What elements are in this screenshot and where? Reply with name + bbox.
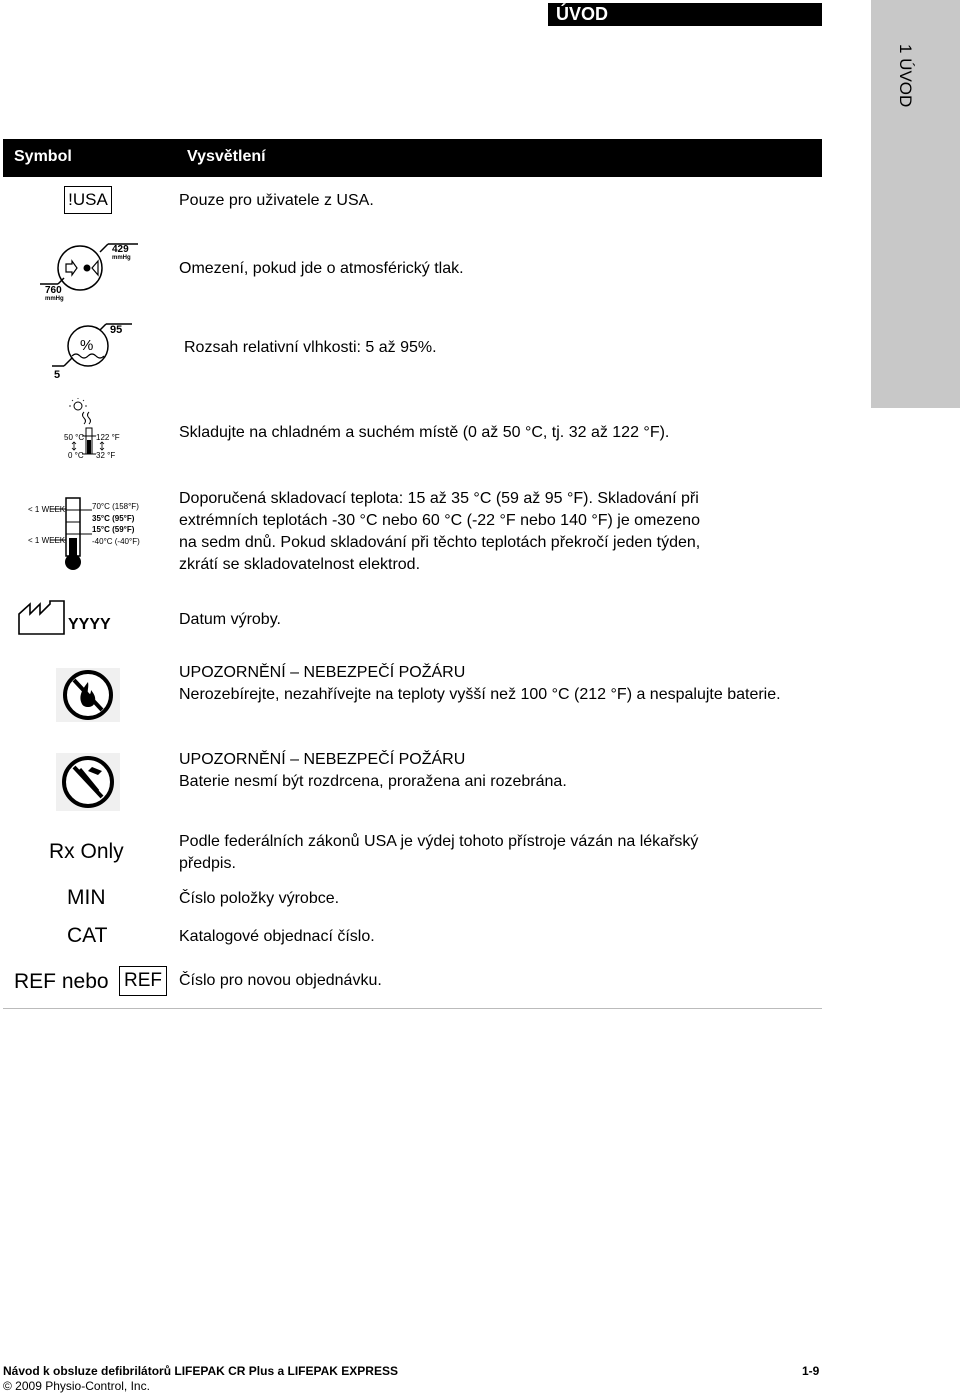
- desc-temperature: [179, 488, 700, 576]
- cool-max-f: 122 °F: [96, 433, 120, 442]
- pressure-limit-icon: [40, 238, 140, 302]
- pressure-max-unit: mmHg: [112, 255, 131, 261]
- desc-cool-dry: Skladujte na chladném a suchém místě (0 až 50 °C, tj. 32 až 122 °F).: [179, 424, 670, 441]
- usa-symbol: !USA: [64, 186, 112, 214]
- humidity-limit-icon: [52, 320, 132, 382]
- humidity-max-label: 95: [110, 324, 123, 336]
- footer-page: 1-9: [802, 1364, 820, 1378]
- fire-warning-text-1: Nerozebírejte, nezahřívejte na teploty vyšší než 100 °C (212 °F) a nespalujte baterie.: [179, 686, 781, 703]
- side-tab: [871, 0, 960, 408]
- desc-rx-only: [179, 831, 698, 875]
- desc-rx-line-1: Podle federálních zákonů USA je výdej tohoto přístroje vázán na lékařský: [179, 833, 699, 850]
- humidity-min-label: 5: [54, 369, 61, 381]
- section-header: ÚVOD: [548, 3, 822, 26]
- rx-only-symbol: Rx Only: [49, 840, 124, 863]
- desc-min: Číslo položky výrobce.: [179, 890, 340, 907]
- ref-symbol-text: REF nebo: [14, 970, 109, 993]
- temp-15c: 15°C (59°F): [92, 525, 135, 534]
- table-header: [3, 139, 822, 177]
- temp-week-label-2: < 1 WEEK: [28, 536, 66, 545]
- no-crush-icon: [56, 753, 120, 811]
- factory-icon: [18, 600, 66, 636]
- desc-fire-2: [179, 749, 567, 793]
- footer-copyright: © 2009 Physio-Control, Inc.: [3, 1379, 150, 1393]
- cool-min-c: 0 °C: [68, 451, 84, 460]
- desc-usa: Pouze pro uživatele z USA.: [179, 192, 374, 209]
- cool-dry-storage-icon: [62, 398, 152, 462]
- desc-fire-1: [179, 662, 781, 706]
- fire-warning-title-2: UPOZORNĚNÍ – NEBEZPEČÍ POŽÁRU: [179, 751, 466, 768]
- humidity-percent-label: %: [80, 337, 94, 354]
- ref-symbol-box: REF: [119, 966, 167, 996]
- col-explanation: Vysvětlení: [187, 148, 266, 165]
- footer-title: Návod k obsluze defibrilátorů LIFEPAK CR Plus a LIFEPAK EXPRESS: [3, 1364, 398, 1378]
- desc-cat: Katalogové objednací číslo.: [179, 928, 375, 945]
- desc-rx-line-2: předpis.: [179, 855, 236, 872]
- desc-temperature-line-1: Doporučená skladovací teplota: 15 až 35 °C (59 až 95 °F). Skladování při: [179, 490, 699, 507]
- fire-warning-text-2: Baterie nesmí být rozdrcena, proražena ani rozebrána.: [179, 773, 567, 790]
- cool-max-c: 50 °C: [64, 433, 85, 442]
- table-bottom-rule: [3, 1008, 822, 1009]
- pressure-min-label: 760: [45, 285, 62, 296]
- desc-temperature-line-4: zkrátí se skladovatelnost elektrod.: [179, 556, 421, 573]
- cat-symbol: CAT: [67, 924, 108, 947]
- cool-min-f: 32 °F: [96, 451, 116, 460]
- temp-70c: 70°C (158°F): [92, 502, 139, 511]
- min-symbol: MIN: [67, 886, 106, 909]
- temp-week-label-1: < 1 WEEK: [28, 505, 66, 514]
- pressure-max-label: 429: [112, 244, 129, 255]
- temp-minus40c: -40°C (-40°F): [92, 537, 140, 546]
- desc-pressure: Omezení, pokud jde o atmosférický tlak.: [179, 260, 464, 277]
- temperature-range-icon: [28, 490, 158, 572]
- desc-temperature-line-2: extrémních teplotách -30 °C nebo 60 °C (-22 °F nebo 140 °F) je omezeno: [179, 512, 700, 529]
- desc-humidity: Rozsah relativní vlhkosti: 5 až 95%.: [184, 339, 437, 356]
- desc-temperature-line-3: na sedm dnů. Pokud skladování při těchto teplotách překročí jeden týden,: [179, 534, 701, 551]
- fire-warning-title-1: UPOZORNĚNÍ – NEBEZPEČÍ POŽÁRU: [179, 664, 466, 681]
- pressure-min-unit: mmHg: [45, 296, 64, 302]
- temp-35c: 35°C (95°F): [92, 514, 135, 523]
- side-tab-label: 1 ÚVOD: [896, 44, 915, 108]
- manufacture-date-label: YYYY: [68, 616, 111, 633]
- desc-ref: Číslo pro novou objednávku.: [179, 972, 382, 989]
- no-fire-icon: [56, 668, 120, 722]
- desc-manufacture: Datum výroby.: [179, 611, 281, 628]
- col-symbol: Symbol: [14, 148, 72, 165]
